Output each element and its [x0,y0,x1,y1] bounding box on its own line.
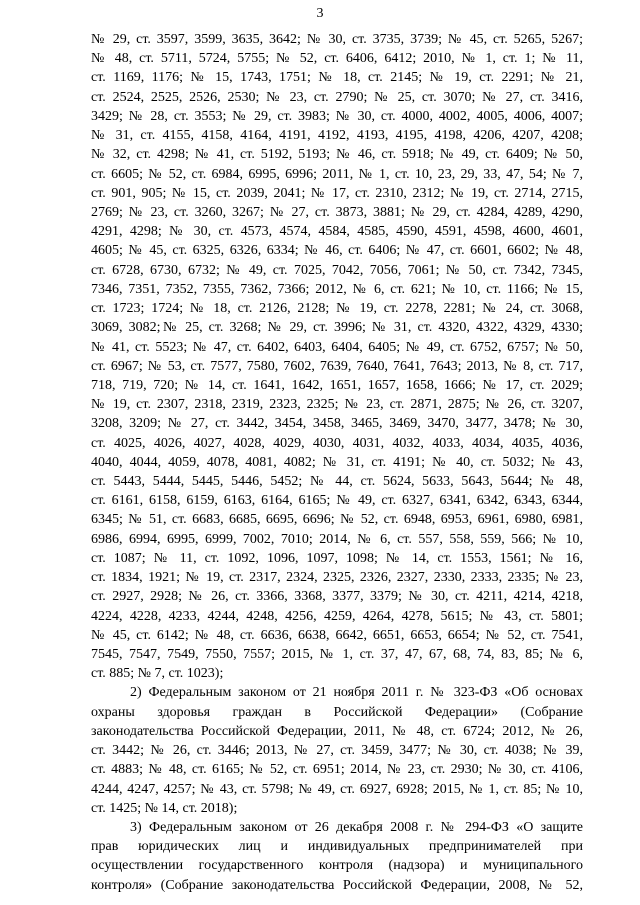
text-line: 7346, 7351, 7352, 7355, 7362, 7366; 2012, № 6, ст. 621; № 10, ст. 1166; № 15, [91,281,583,297]
text-line: ст. 2524, 2525, 2526, 2530; № 23, ст. 2790; № 25, ст. 3070; № 27, ст. 3416, [91,89,583,105]
text-line: № 41, ст. 5523; № 47, ст. 6402, 6403, 6404, 6405; № 49, ст. 6752, 6757; № 50, [91,339,583,355]
text-line: ст. 6605; № 52, ст. 6984, 6995, 6996; 2011, № 1, ст. 10, 23, 29, 33, 47, 54; № 7, [91,166,583,182]
text-line: ст. 5443, 5444, 5445, 5446, 5452; № 44, ст. 5624, 5633, 5643, 5644; № 48, [91,474,583,490]
text-line: 718, 719, 720; № 14, ст. 1641, 1642, 1651, 1657, 1658, 1666; № 17, ст. 2029; [91,377,583,393]
text-line: 6986, 6994, 6995, 6999, 7002, 7010; 2014, № 6, ст. 557, 558, 559, 566; № 10, [91,531,583,547]
text-line: ст. 3442; № 26, ст. 3446; 2013, № 27, ст. 3459, 3477; № 30, ст. 4038; № 39, [91,743,583,759]
text-line: охраны здоровья граждан в Российской Федерации» (Собрание [91,704,583,720]
text-line: ст. 1087; № 11, ст. 1092, 1096, 1097, 1098; № 14, ст. 1553, 1561; № 16, [91,550,583,566]
text-line: 2769; № 23, ст. 3260, 3267; № 27, ст. 3873, 3881; № 29, ст. 4284, 4289, 4290, [91,204,583,220]
text-line: ст. 1834, 1921; № 19, ст. 2317, 2324, 2325, 2326, 2327, 2330, 2333, 2335; № 23, [91,570,583,586]
text-line: ст. 1723; 1724; № 18, ст. 2126, 2128; № 19, ст. 2278, 2281; № 24, ст. 3068, [91,301,583,317]
text-line: № 31, ст. 4155, 4158, 4164, 4191, 4192, 4193, 4195, 4198, 4206, 4207, 4208; [91,128,583,144]
text-line: контроля» (Собрание законодательства Российской Федерации, 2008, № 52, [91,877,583,893]
text-line: ст. 4025, 4026, 4027, 4028, 4029, 4030, 4031, 4032, 4033, 4034, 4035, 4036, [91,435,583,451]
text-line: ст. 4883; № 48, ст. 6165; № 52, ст. 6951; 2014, № 23, ст. 2930; № 30, ст. 4106, [91,762,583,778]
document-body [91,30,583,895]
text-line: 4040, 4044, 4059, 4078, 4081, 4082; № 31, ст. 4191; № 40, ст. 5032; № 43, [91,454,583,470]
text-line: ст. 6967; № 53, ст. 7577, 7580, 7602, 7639, 7640, 7641, 7643; 2013, № 8, ст. 717, [91,358,583,374]
text-line: ст. 1425; № 14, ст. 2018); [91,800,238,816]
page-number: 3 [316,6,324,21]
text-line: ст. 6728, 6730, 6732; № 49, ст. 7025, 7042, 7056, 7061; № 50, ст. 7342, 7345, [91,262,583,278]
text-line: 6345; № 51, ст. 6683, 6685, 6695, 6696; № 52, ст. 6948, 6953, 6961, 6980, 6981, [91,512,583,528]
text-line: законодательства Российской Федерации, 2011, № 48, ст. 6724; 2012, № 26, [91,723,583,739]
text-line: ст. 2927, 2928; № 26, ст. 3366, 3368, 3377, 3379; № 30, ст. 4211, 4214, 4218, [91,589,583,605]
text-line: 7545, 7547, 7549, 7550, 7557; 2015, № 1, ст. 37, 47, 67, 68, 74, 83, 85; № 6, [91,647,583,662]
text-line: № 48, ст. 5711, 5724, 5755; № 52, ст. 6406, 6412; 2010, № 1, ст. 1; № 11, [91,51,583,67]
text-line: осуществлении государственного контроля (надзора) и муниципального [91,858,583,874]
text-line: ст. 901, 905; № 15, ст. 2039, 2041; № 17, ст. 2310, 2312; № 19, ст. 2714, 2715, [91,185,583,201]
text-line: ст. 6161, 6158, 6159, 6163, 6164, 6165; № 49, ст. 6327, 6341, 6342, 6343, 6344, [91,493,583,509]
text-line: 3069, 3082;№ 25, ст. 3268; № 29, ст. 3996; № 31, ст. 4320, 4322, 4329, 4330; [91,320,583,336]
text-line: 3208, 3209; № 27, ст. 3442, 3454, 3458, 3465, 3469, 3470, 3477, 3478; № 30, [91,416,583,432]
text-line: № 29, ст. 3597, 3599, 3635, 3642; № 30, ст. 3735, 3739; № 45, ст. 5265, 5267; [91,32,583,47]
text-line: № 32, ст. 4298; № 41, ст. 5192, 5193; № 46, ст. 5918; № 49, ст. 6409; № 50, [91,147,583,163]
text-line: ст. 885; № 7, ст. 1023); [91,666,224,682]
text-line: 4224, 4228, 4233, 4244, 4248, 4256, 4259, 4264, 4278, 5615; № 43, ст. 5801; [91,608,583,624]
text-line: 4244, 4247, 4257; № 43, ст. 5798; № 49, ст. 6927, 6928; 2015, № 1, ст. 85; № 10, [91,781,583,797]
text-line: 4291, 4298; № 30, ст. 4573, 4574, 4584, 4585, 4590, 4591, 4598, 4600, 4601, [91,224,583,240]
text-line: прав юридических лиц и индивидуальных предпринимателей при [91,839,583,855]
text-line: ст. 1169, 1176; № 15, 1743, 1751; № 18, ст. 2145; № 19, ст. 2291; № 21, [91,70,583,86]
text-line: № 45, ст. 6142; № 48, ст. 6636, 6638, 6642, 6651, 6653, 6654; № 52, ст. 7541, [91,627,583,643]
text-line: 4605; № 45, ст. 6325, 6326, 6334; № 46, ст. 6406; № 47, ст. 6601, 6602; № 48, [91,243,583,259]
text-line: № 19, ст. 2307, 2318, 2319, 2323, 2325; № 23, ст. 2871, 2875; № 26, ст. 3207, [91,397,583,413]
text-line: 3) Федеральным законом от 26 декабря 2008 г. № 294-ФЗ «О защите [130,819,583,835]
text-line: 3429; № 28, ст. 3553; № 29, ст. 3983; № 30, ст. 4000, 4002, 4005, 4006, 4007; [91,108,583,124]
text-line: 2) Федеральным законом от 21 ноября 2011 г. № 323-ФЗ «Об основах [130,685,583,701]
